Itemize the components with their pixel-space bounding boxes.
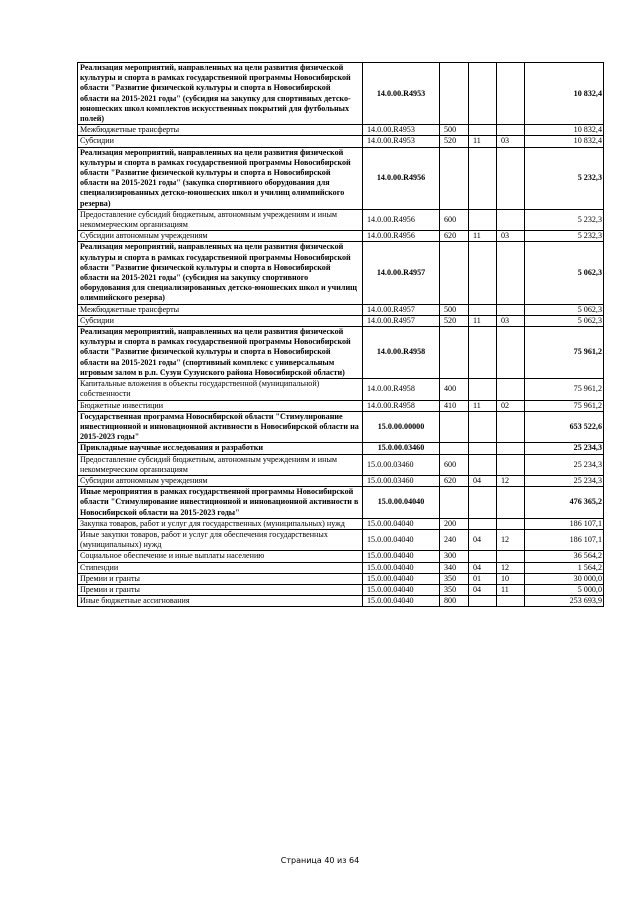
section-code: 11	[469, 315, 497, 326]
amount: 5 000,0	[525, 584, 604, 595]
table-row	[78, 315, 604, 326]
target-code: 14.0.00.R4957	[363, 304, 440, 315]
amount: 1 564,2	[525, 562, 604, 573]
section-code	[469, 63, 497, 125]
row-name: Межбюджетные трансферты	[78, 125, 363, 136]
amount: 75 961,2	[525, 379, 604, 400]
expense-type: 600	[440, 454, 469, 475]
subsection-code: 03	[497, 136, 525, 147]
amount: 10 832,4	[525, 125, 604, 136]
expense-type: 520	[440, 136, 469, 147]
section-code	[469, 487, 497, 519]
table-row	[78, 562, 604, 573]
section-code	[469, 518, 497, 529]
expense-type: 200	[440, 518, 469, 529]
expense-type	[440, 487, 469, 519]
target-code: 14.0.00.R4957	[363, 242, 440, 304]
expense-type: 240	[440, 529, 469, 550]
subsection-code: 12	[497, 562, 525, 573]
target-code: 14.0.00.R4956	[363, 231, 440, 242]
expense-type	[440, 242, 469, 304]
table-row	[78, 304, 604, 315]
row-name: Иные закупки товаров, работ и услуг для обеспечения государственных (муниципальных) нужд	[78, 529, 363, 550]
amount: 186 107,1	[525, 529, 604, 550]
target-code: 14.0.00.R4953	[363, 125, 440, 136]
amount: 5 062,3	[525, 304, 604, 315]
row-name: Предоставление субсидий бюджетным, автономным учреждениям и иным некоммерческим организациям	[78, 209, 363, 230]
row-name: Межбюджетные трансферты	[78, 304, 363, 315]
section-code	[469, 411, 497, 443]
row-name: Закупка товаров, работ и услуг для государственных (муниципальных) нужд	[78, 518, 363, 529]
target-code: 14.0.00.R4958	[363, 400, 440, 411]
amount: 5 062,3	[525, 242, 604, 304]
table-row	[78, 379, 604, 400]
subsection-code	[497, 147, 525, 209]
target-code: 15.0.00.04040	[363, 596, 440, 607]
expense-type: 620	[440, 475, 469, 486]
section-code	[469, 327, 497, 379]
subsection-code: 03	[497, 231, 525, 242]
amount: 25 234,3	[525, 443, 604, 454]
row-name: Стипендии	[78, 562, 363, 573]
section-code: 11	[469, 136, 497, 147]
row-name: Реализация мероприятий, направленных на цели развития физической культуры и спорта в рамках государственной программы Новосибирской области "Развитие физической культуры и спорта в Новосибирской области на 2015-2021 годы" (спортивный комплекс с универсальным игровым залом в р.п. Сузун Сузунского района Новосибирской области)	[78, 327, 363, 379]
target-code: 15.0.00.04040	[363, 487, 440, 519]
section-code	[469, 443, 497, 454]
subsection-code	[497, 327, 525, 379]
target-code: 15.0.00.00000	[363, 411, 440, 443]
target-code: 14.0.00.R4956	[363, 147, 440, 209]
subsection-code	[497, 304, 525, 315]
amount: 653 522,6	[525, 411, 604, 443]
row-name: Иные мероприятия в рамках государственной программы Новосибирской области "Стимулирование инвестиционной и инновационной активности в Новосибирской области на 2015-2023 годы"	[78, 487, 363, 519]
target-code: 14.0.00.R4957	[363, 315, 440, 326]
row-name: Иные бюджетные ассигнования	[78, 596, 363, 607]
row-name: Премии и гранты	[78, 573, 363, 584]
target-code: 15.0.00.03460	[363, 475, 440, 486]
amount: 10 832,4	[525, 136, 604, 147]
subsection-code: 02	[497, 400, 525, 411]
amount: 5 062,3	[525, 315, 604, 326]
row-name: Субсидии автономным учреждениям	[78, 475, 363, 486]
section-code: 04	[469, 475, 497, 486]
table-row	[78, 454, 604, 475]
expense-type	[440, 327, 469, 379]
expense-type	[440, 147, 469, 209]
target-code: 15.0.00.03460	[363, 454, 440, 475]
subsection-code	[497, 551, 525, 562]
subsection-code: 03	[497, 315, 525, 326]
expense-type: 350	[440, 573, 469, 584]
subsection-code	[497, 518, 525, 529]
expense-type: 500	[440, 125, 469, 136]
amount: 476 365,2	[525, 487, 604, 519]
expense-type	[440, 63, 469, 125]
expense-type: 410	[440, 400, 469, 411]
row-name: Реализация мероприятий, направленных на цели развития физической культуры и спорта в рамках государственной программы Новосибирской области "Развитие физической культуры и спорта в Новосибирской области на 2015-2021 годы" (субсидия на закупку спортивного оборудования для специализированных детско-юношеских школ и училищ олимпийского резерва)	[78, 242, 363, 304]
amount: 253 693,9	[525, 596, 604, 607]
expense-type: 620	[440, 231, 469, 242]
row-name: Реализация мероприятий, направленных на цели развития физической культуры и спорта в рамках государственной программы Новосибирской области "Развитие физической культуры и спорта в Новосибирской области на 2015-2021 годы" (субсидия на закупку для спортивных детско-юношеских школ комплектов искусственных покрытий для футбольных полей)	[78, 63, 363, 125]
expense-type	[440, 443, 469, 454]
amount: 30 000,0	[525, 573, 604, 584]
table-row	[78, 63, 604, 125]
amount: 36 564,2	[525, 551, 604, 562]
expense-type: 600	[440, 209, 469, 230]
table-row	[78, 209, 604, 230]
expense-type	[440, 411, 469, 443]
subsection-code	[497, 596, 525, 607]
table-row	[78, 443, 604, 454]
expense-type: 800	[440, 596, 469, 607]
row-name: Предоставление субсидий бюджетным, автономным учреждениям и иным некоммерческим организациям	[78, 454, 363, 475]
target-code: 15.0.00.04040	[363, 529, 440, 550]
section-code: 04	[469, 529, 497, 550]
expense-type: 300	[440, 551, 469, 562]
section-code	[469, 596, 497, 607]
amount: 75 961,2	[525, 400, 604, 411]
table-row	[78, 518, 604, 529]
subsection-code	[497, 379, 525, 400]
amount: 75 961,2	[525, 327, 604, 379]
amount: 5 232,3	[525, 209, 604, 230]
row-name: Прикладные научные исследования и разработки	[78, 443, 363, 454]
table-row	[78, 411, 604, 443]
section-code: 11	[469, 400, 497, 411]
section-code: 04	[469, 584, 497, 595]
table-row	[78, 147, 604, 209]
target-code: 14.0.00.R4958	[363, 327, 440, 379]
section-code	[469, 242, 497, 304]
subsection-code	[497, 209, 525, 230]
table-row	[78, 529, 604, 550]
table-row	[78, 136, 604, 147]
row-name: Субсидии автономным учреждениям	[78, 231, 363, 242]
section-code	[469, 551, 497, 562]
amount: 186 107,1	[525, 518, 604, 529]
section-code	[469, 147, 497, 209]
section-code	[469, 379, 497, 400]
budget-table	[77, 62, 604, 607]
table-row	[78, 551, 604, 562]
subsection-code	[497, 411, 525, 443]
amount: 5 232,3	[525, 231, 604, 242]
section-code	[469, 454, 497, 475]
subsection-code: 12	[497, 529, 525, 550]
subsection-code	[497, 242, 525, 304]
subsection-code: 12	[497, 475, 525, 486]
expense-type: 400	[440, 379, 469, 400]
amount: 5 232,3	[525, 147, 604, 209]
row-name: Бюджетные инвестиции	[78, 400, 363, 411]
target-code: 15.0.00.04040	[363, 518, 440, 529]
expense-type: 520	[440, 315, 469, 326]
budget-table-body	[78, 63, 604, 607]
subsection-code	[497, 443, 525, 454]
expense-type: 340	[440, 562, 469, 573]
subsection-code	[497, 63, 525, 125]
target-code: 14.0.00.R4953	[363, 136, 440, 147]
row-name: Социальное обеспечение и иные выплаты населению	[78, 551, 363, 562]
table-row	[78, 125, 604, 136]
subsection-code	[497, 125, 525, 136]
section-code	[469, 304, 497, 315]
section-code: 01	[469, 573, 497, 584]
expense-type: 350	[440, 584, 469, 595]
section-code: 04	[469, 562, 497, 573]
row-name: Государственная программа Новосибирской области "Стимулирование инвестиционной и инновационной активности в Новосибирской области на 2015-2023 годы"	[78, 411, 363, 443]
target-code: 15.0.00.04040	[363, 551, 440, 562]
subsection-code: 10	[497, 573, 525, 584]
subsection-code	[497, 454, 525, 475]
subsection-code: 11	[497, 584, 525, 595]
target-code: 15.0.00.04040	[363, 573, 440, 584]
subsection-code	[497, 487, 525, 519]
amount: 10 832,4	[525, 63, 604, 125]
target-code: 14.0.00.R4958	[363, 379, 440, 400]
table-row	[78, 487, 604, 519]
row-name: Субсидии	[78, 136, 363, 147]
section-code: 11	[469, 231, 497, 242]
table-row	[78, 596, 604, 607]
section-code	[469, 209, 497, 230]
table-row	[78, 242, 604, 304]
row-name: Капитальные вложения в объекты государственной (муниципальной) собственности	[78, 379, 363, 400]
target-code: 14.0.00.R4956	[363, 209, 440, 230]
row-name: Субсидии	[78, 315, 363, 326]
amount: 25 234,3	[525, 454, 604, 475]
target-code: 14.0.00.R4953	[363, 63, 440, 125]
target-code: 15.0.00.04040	[363, 584, 440, 595]
expense-type: 500	[440, 304, 469, 315]
table-row	[78, 584, 604, 595]
target-code: 15.0.00.04040	[363, 562, 440, 573]
section-code	[469, 125, 497, 136]
amount: 25 234,3	[525, 475, 604, 486]
table-row	[78, 231, 604, 242]
table-row	[78, 475, 604, 486]
target-code: 15.0.00.03460	[363, 443, 440, 454]
row-name: Премии и гранты	[78, 584, 363, 595]
page-footer: Страница 40 из 64	[280, 856, 360, 865]
table-row	[78, 400, 604, 411]
row-name: Реализация мероприятий, направленных на цели развития физической культуры и спорта в рамках государственной программы Новосибирской области "Развитие физической культуры и спорта в Новосибирской области на 2015-2021 годы" (закупка спортивного оборудования для специализированных детско-юношеских школ и училищ олимпийского резерва)	[78, 147, 363, 209]
table-row	[78, 327, 604, 379]
table-row	[78, 573, 604, 584]
